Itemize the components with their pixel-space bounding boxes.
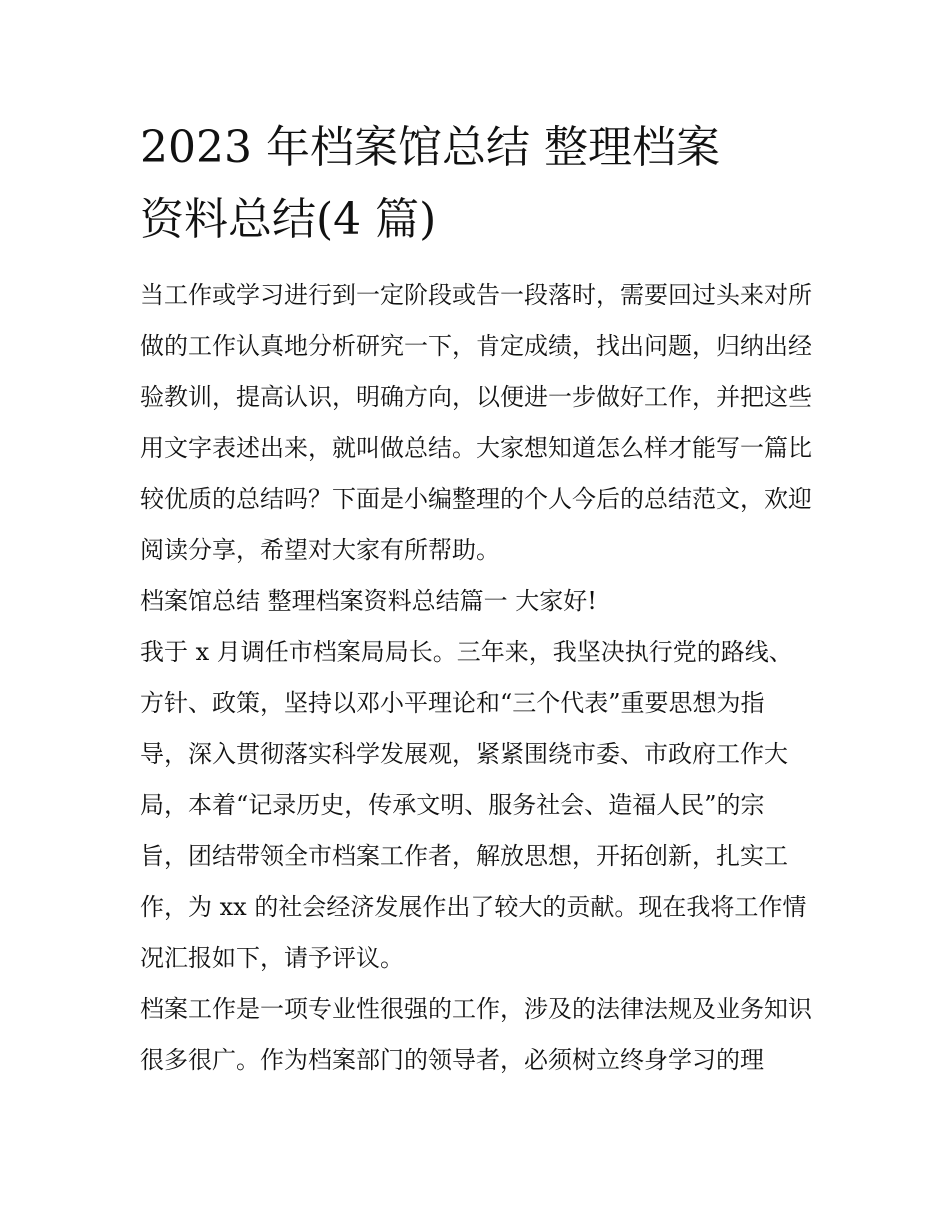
body-paragraph: 档案工作是一项专业性很强的工作，涉及的法律法规及业务知识很多很广。作为档案部门的领导者，必须树立终身学习的理 xyxy=(140,995,812,1074)
document-title xyxy=(140,112,812,256)
title-line-2: 资料总结(4 篇) xyxy=(140,194,437,245)
document-page xyxy=(140,112,812,1086)
body-paragraph: 我于 x 月调任市档案局局长。三年来，我坚决执行党的路线、方针、政策，坚持以邓小平理论和“三个代表”重要思想为指导，深入贯彻落实科学发展观，紧紧围绕市委、市政府工作大局，本着“记录历史，传承文明、服务社会、造福人民”的宗旨，团结带领全市档案工作者，解放思想，开拓创新，扎实工作，为 xx 的社会经济发展作出了较大的贡献。现在我将工作情况汇报如下，请予评议。 xyxy=(140,638,807,972)
section-heading: 档案馆总结 整理档案资料总结篇一 大家好! xyxy=(140,587,597,615)
intro-paragraph: 当工作或学习进行到一定阶段或告一段落时，需要回过头来对所做的工作认真地分析研究一下，肯定成绩，找出问题，归纳出经验教训，提高认识，明确方向，以便进一步做好工作，并把这些用文字表述出来，就叫做总结。大家想知道怎么样才能写一篇比较优质的总结吗？下面是小编整理的个人今后的总结范文，欢迎阅读分享，希望对大家有所帮助。 xyxy=(140,281,812,564)
title-line-1: 2023 年档案馆总结 整理档案 xyxy=(140,122,720,173)
document-body xyxy=(140,270,812,1086)
